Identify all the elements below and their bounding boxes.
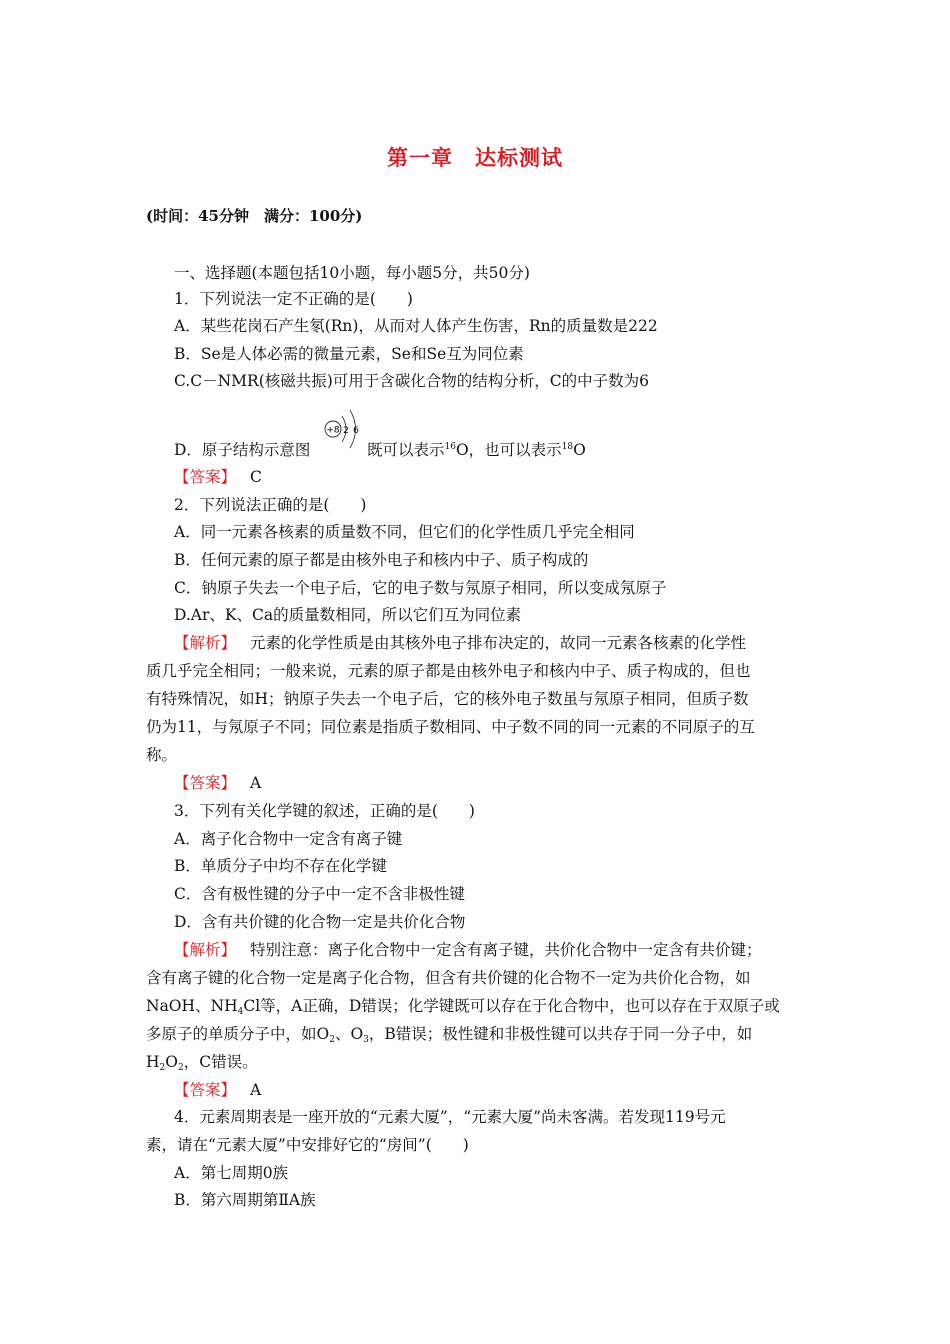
q2-option-a: A．同一元素各核素的质量数不同，但它们的化学性质几乎完全相同 — [174, 523, 635, 541]
q1-stem: 1．下列说法一定不正确的是( ) — [174, 290, 413, 308]
q3-analysis-line: 含有离子键的化合物一定是离子化合物，但含有共价键的化合物不一定为共价化合物，如 — [146, 969, 751, 987]
q1-option-d-prefix: D．原子结构示意图 — [174, 441, 311, 459]
q2-analysis-line: 有特殊情况，如H；钠原子失去一个电子后，它的核外电子数虽与氖原子相同，但质子数 — [146, 690, 749, 708]
q4-option-a: A．第七周期0族 — [174, 1164, 289, 1182]
section-heading: 一、选择题(本题包括10小题，每小题5分，共50分) — [174, 264, 530, 282]
q3-option-d: D．含有共价键的化合物一定是共价化合物 — [174, 913, 466, 931]
q3-analysis-line: NaOH、$NH_4Cl$等，A正确，D错误；化学键既可以存在于化合物中，也可以存在于双原子或 — [146, 997, 780, 1017]
q3-option-a: A．离子化合物中一定含有离子键 — [174, 830, 403, 848]
atomic-structure-diagram — [323, 405, 369, 461]
q1-option-d-suffix: 既可以表示$^{16}$O，也可以表示$^{18}$O — [367, 441, 586, 459]
q1-option-b: B．Se是人体必需的微量元素，Se和Se互为同位素 — [174, 345, 524, 363]
q2-stem: 2．下列说法正确的是( ) — [174, 496, 367, 514]
q3-analysis-line: $H_2O_2$，C错误。 — [146, 1053, 258, 1073]
q4-stem-line: 素，请在“元素大厦”中安排好它的“房间”( ) — [146, 1136, 469, 1154]
q2-analysis-line: 质几乎完全相同；一般来说，元素的原子都是由核外电子和核内中子、质子构成的，但也 — [146, 662, 751, 680]
q1-option-a: A．某些花岗石产生氡(Rn)，从而对人体产生伤害，Rn的质量数是222 — [174, 317, 658, 335]
q3-option-b: B．单质分子中均不存在化学键 — [174, 857, 387, 875]
q2-analysis-line: 【解析】 元素的化学性质是由其核外电子排布决定的，故同一元素各核素的化学性 — [174, 634, 747, 652]
q1-option-c: C.C－NMR(核磁共振)可用于含碳化合物的结构分析，C的中子数为6 — [174, 372, 650, 390]
page-title: 第一章 达标测试 — [387, 145, 563, 170]
nucleus-charge: +8 — [326, 425, 340, 436]
q2-option-b: B．任何元素的原子都是由核外电子和核内中子、质子构成的 — [174, 551, 589, 569]
q4-stem-line: 4．元素周期表是一座开放的“元素大厦”，“元素大厦”尚未客满。若发现119号元 — [174, 1108, 726, 1126]
q3-stem: 3．下列有关化学键的叙述，正确的是( ) — [174, 802, 475, 820]
q2-analysis-line: 仍为11，与氖原子不同；同位素是指质子数相同、中子数不同的同一元素的不同原子的互 — [146, 718, 755, 736]
q2-option-d: D.Ar、K、Ca的质量数相同，所以它们互为同位素 — [174, 606, 522, 624]
q3-analysis-line: 多原子的单质分子中，如$O_2$、$O_3$，B错误；极性键和非极性键可以共存于同一分子中，如 — [146, 1025, 753, 1045]
exam-meta: (时间：45分钟 满分：100分) — [146, 207, 363, 225]
shell-1-count: 2 — [343, 426, 349, 436]
q2-answer: 【答案】 A — [174, 774, 262, 792]
q1-answer: 【答案】 C — [174, 468, 262, 486]
q2-analysis-line: 称。 — [146, 746, 178, 764]
q4-option-b: B．第六周期第ⅡA族 — [174, 1191, 316, 1209]
q2-option-c: C．钠原子失去一个电子后，它的电子数与氖原子相同，所以变成氖原子 — [174, 579, 667, 597]
q3-option-c: C．含有极性键的分子中一定不含非极性键 — [174, 885, 465, 903]
q3-analysis-line: 【解析】 特别注意：离子化合物中一定含有离子键，共价化合物中一定含有共价键； — [174, 941, 762, 959]
q3-answer: 【答案】 A — [174, 1081, 262, 1099]
shell-2-count: 6 — [353, 426, 359, 436]
